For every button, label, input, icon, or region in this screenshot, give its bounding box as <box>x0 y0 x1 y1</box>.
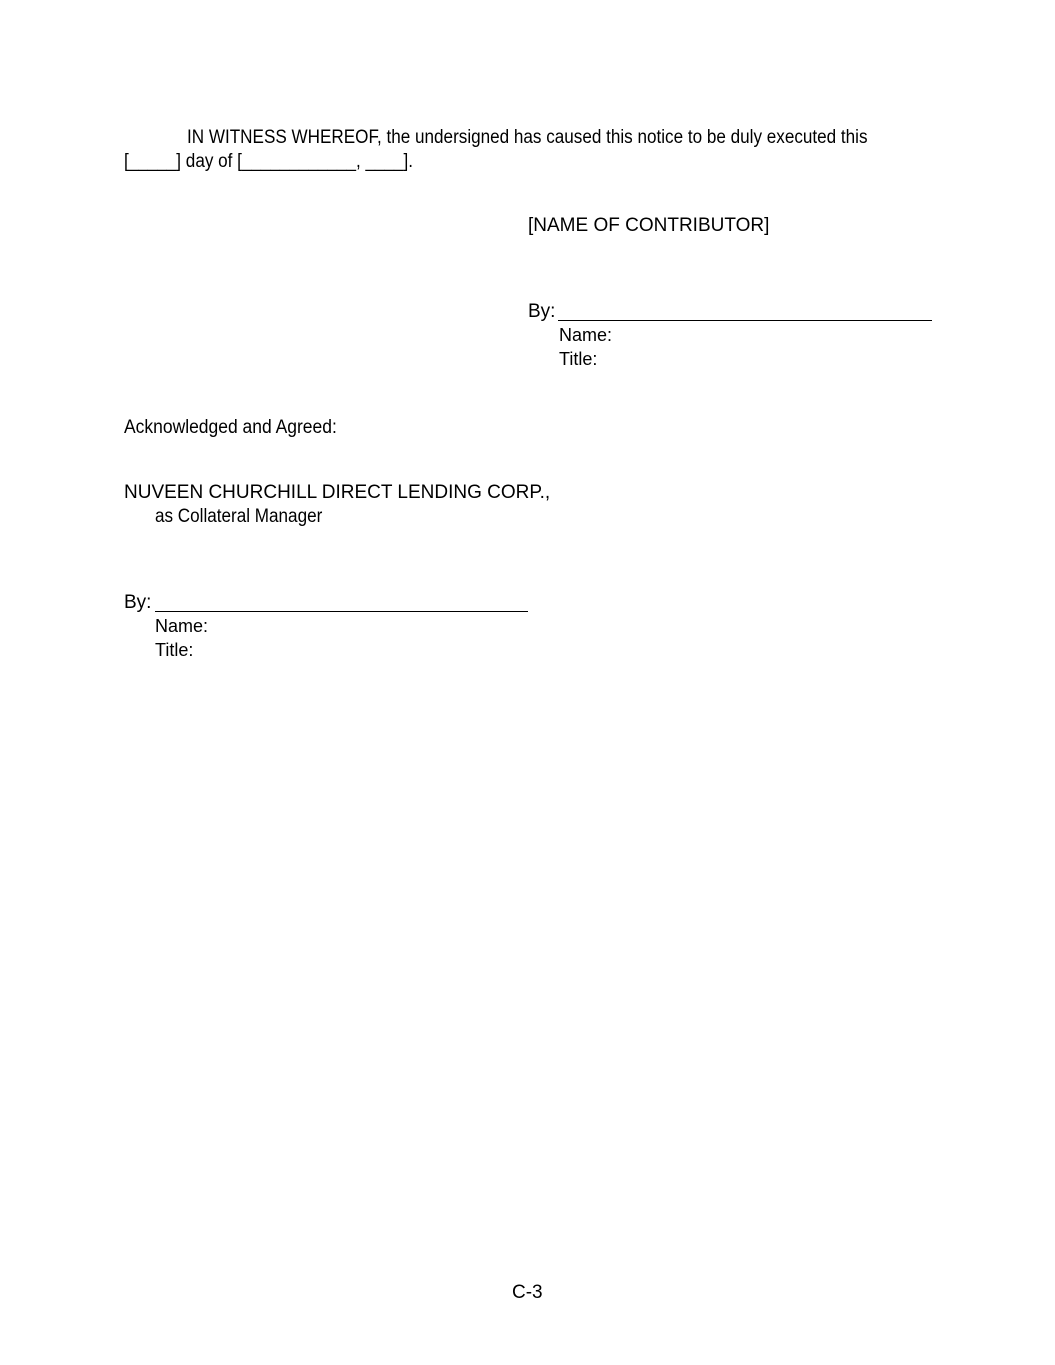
manager-name-label: Name: <box>155 616 209 636</box>
contributor-title-label: Title: <box>559 349 598 369</box>
manager-title-label: Title: <box>155 640 194 660</box>
contributor-signature-line <box>558 302 932 321</box>
contributor-name-label: Name: <box>559 325 613 345</box>
manager-by-label: By: <box>124 592 152 613</box>
witness-line-1: IN WITNESS WHEREOF, the undersigned has caused this notice to be duly executed this <box>187 127 868 148</box>
company-name: NUVEEN CHURCHILL DIRECT LENDING CORP., <box>124 482 551 503</box>
contributor-name: [NAME OF CONTRIBUTOR] <box>528 215 770 236</box>
witness-line-2: [_____] day of [____________, ____]. <box>124 151 414 172</box>
page-number: C-3 <box>512 1282 543 1303</box>
manager-signature-line <box>155 593 528 612</box>
contributor-by-label: By: <box>528 301 556 322</box>
company-role: as Collateral Manager <box>155 506 323 527</box>
acknowledged-label: Acknowledged and Agreed: <box>124 417 337 438</box>
